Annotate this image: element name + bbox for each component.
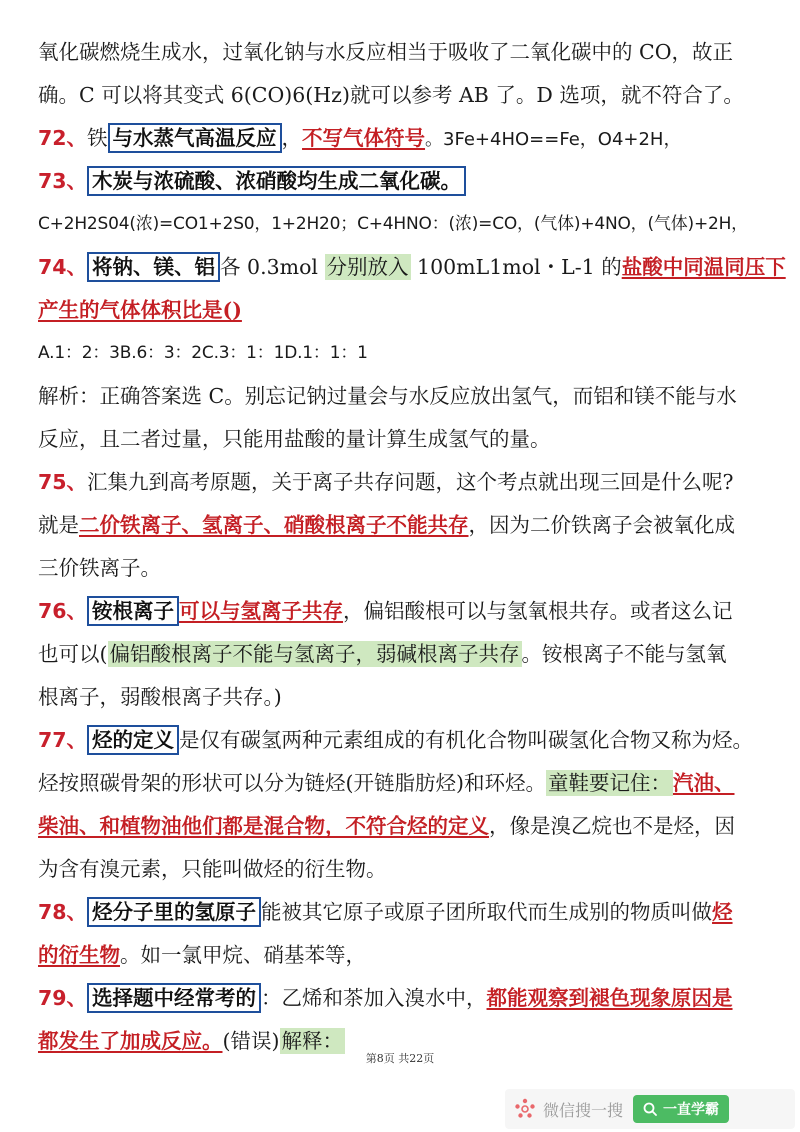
boxed-keyword: 与水蒸气高温反应 [108,123,282,153]
analysis: 反应，且二者过量，只能用盐酸的量计算生成氢气的量。 [38,427,551,451]
red-emphasis: 盐酸中同温同压下 [621,255,786,279]
highlight: 童鞋要记住： [548,771,671,795]
highlight: 解释： [281,1029,343,1053]
boxed-keyword: 烃分子里的氢原子 [87,897,261,927]
item-76: 76、 铵根离子 可以与氢离子共存，偏铝酸根可以与氢氧根共存。或者这么记 [38,599,764,623]
text-line: 氧化碳燃烧生成水，过氧化钠与水反应相当于吸收了二氧化碳中的 CO，故正 [38,40,734,64]
red-emphasis: 都能观察到褪色现象原因是 [486,986,733,1010]
item-77: 77、 烃的定义 是仅有碳氢两种元素组成的有机化合物叫碳氢化合物又称为烃。 [38,728,764,752]
red-emphasis: 都发生了加成反应。 [38,1029,223,1053]
text-line: 就是二价铁离子、氢离子、硝酸根离子不能共存，因为二价铁离子会被氧化成 [38,513,735,537]
red-emphasis: 的衍生物 [38,943,120,967]
item-number: 72、 [38,126,88,150]
text-line: 为含有溴元素，只能叫做烃的衍生物。 [38,857,387,881]
search-icon [643,1102,657,1116]
document-body [38,40,786,1072]
highlight: 分别放入 [326,255,409,279]
item-79: 79、 选择题中经常考的 ：乙烯和茶加入溴水中，都能观察到褪色现象原因是 [38,986,764,1010]
text-line: 确。C 可以将其变式 6(CO)6(Hz)就可以参考 AB 了。D 选项，就不符合了。 [38,83,744,107]
text-line: 柴油、和植物油他们都是混合物，不符合烃的定义，像是溴乙烷也不是烃，因 [38,814,735,838]
boxed-keyword: 木炭与浓硫酸、浓硝酸均生成二氧化碳。 [87,166,466,196]
boxed-keyword: 烃的定义 [87,725,179,755]
item-number: 76、 [38,599,88,623]
analysis: 解析：正确答案选 C。别忘记钠过量会与水反应放出氢气，而铝和镁不能与水 [38,384,737,408]
item-72: 72、铁 与水蒸气高温反应 ，不写气体符号。3Fe+4HO==Fe，O4+2H， [38,126,764,150]
item-75: 75、汇集九到高考原题，关于离子共存问题，这个考点就出现三回是什么呢? [38,470,734,494]
text-line [38,298,764,322]
red-emphasis: 不写气体符号 [302,126,426,150]
item-number: 77、 [38,728,88,752]
wechat-search-icon [513,1097,537,1121]
red-emphasis: 烃 [712,900,733,924]
boxed-keyword: 铵根离子 [87,596,179,626]
item-number: 78、 [38,900,88,924]
item-74: 74、 将钠、镁、铝 各 0.3mol 分别放入 100mL1mol・L-1 的盐酸中同温同压下 [38,255,764,279]
red-emphasis: 二价铁离子、氢离子、硝酸根离子不能共存 [79,513,469,537]
wechat-search-watermark [505,1089,795,1129]
text-line: 都发生了加成反应。(错误)解释： [38,1029,343,1053]
item-73 [38,169,764,193]
chemical-formula: C+2H2S04(浓)=CO1+2S0，1+2H20；C+4HNO：(浓)=CO，(气体)+4NO，(气体)+2H， [38,214,748,234]
search-button[interactable] [633,1095,729,1123]
item-number: 75、 [38,470,88,494]
item-number: 79、 [38,986,88,1010]
item-number: 73、 [38,169,88,193]
red-emphasis: 产生的气体体积比是() [38,298,242,322]
text-line: 的衍生物。如一氯甲烷、硝基苯等， [38,943,366,967]
highlight: 偏铝酸根离子不能与氢离子，弱碱根离子共存 [109,642,520,666]
boxed-keyword: 选择题中经常考的 [87,983,261,1013]
search-label: 一直学霸 [663,1102,720,1118]
text-line: 也可以(偏铝酸根离子不能与氢离子，弱碱根离子共存。铵根离子不能与氢氧 [38,642,727,666]
boxed-keyword: 将钠、镁、铝 [87,252,220,282]
red-emphasis: 柴油、和植物油他们都是混合物，不符合烃的定义 [38,814,489,838]
answer-options: A.1：2：3B.6：3：2C.3：1：1D.1：1：1 [38,343,368,363]
page-footer: 第8页 共22页 [365,1052,435,1065]
item-number: 74、 [38,255,88,279]
red-emphasis: 汽油、 [673,771,735,795]
red-emphasis: 可以与氢离子共存 [179,599,344,623]
text-line: 烃按照碳骨架的形状可以分为链烃(开链脂肪烃)和环烃。童鞋要记住：汽油、 [38,771,735,795]
watermark-text: 微信搜一搜 [543,1100,624,1120]
text-line: 根离子，弱酸根离子共存。) [38,685,282,709]
text-line: 三价铁离子。 [38,556,161,580]
item-78: 78、 烃分子里的氢原子 能被其它原子或原子团所取代而生成别的物质叫做烃 [38,900,764,924]
